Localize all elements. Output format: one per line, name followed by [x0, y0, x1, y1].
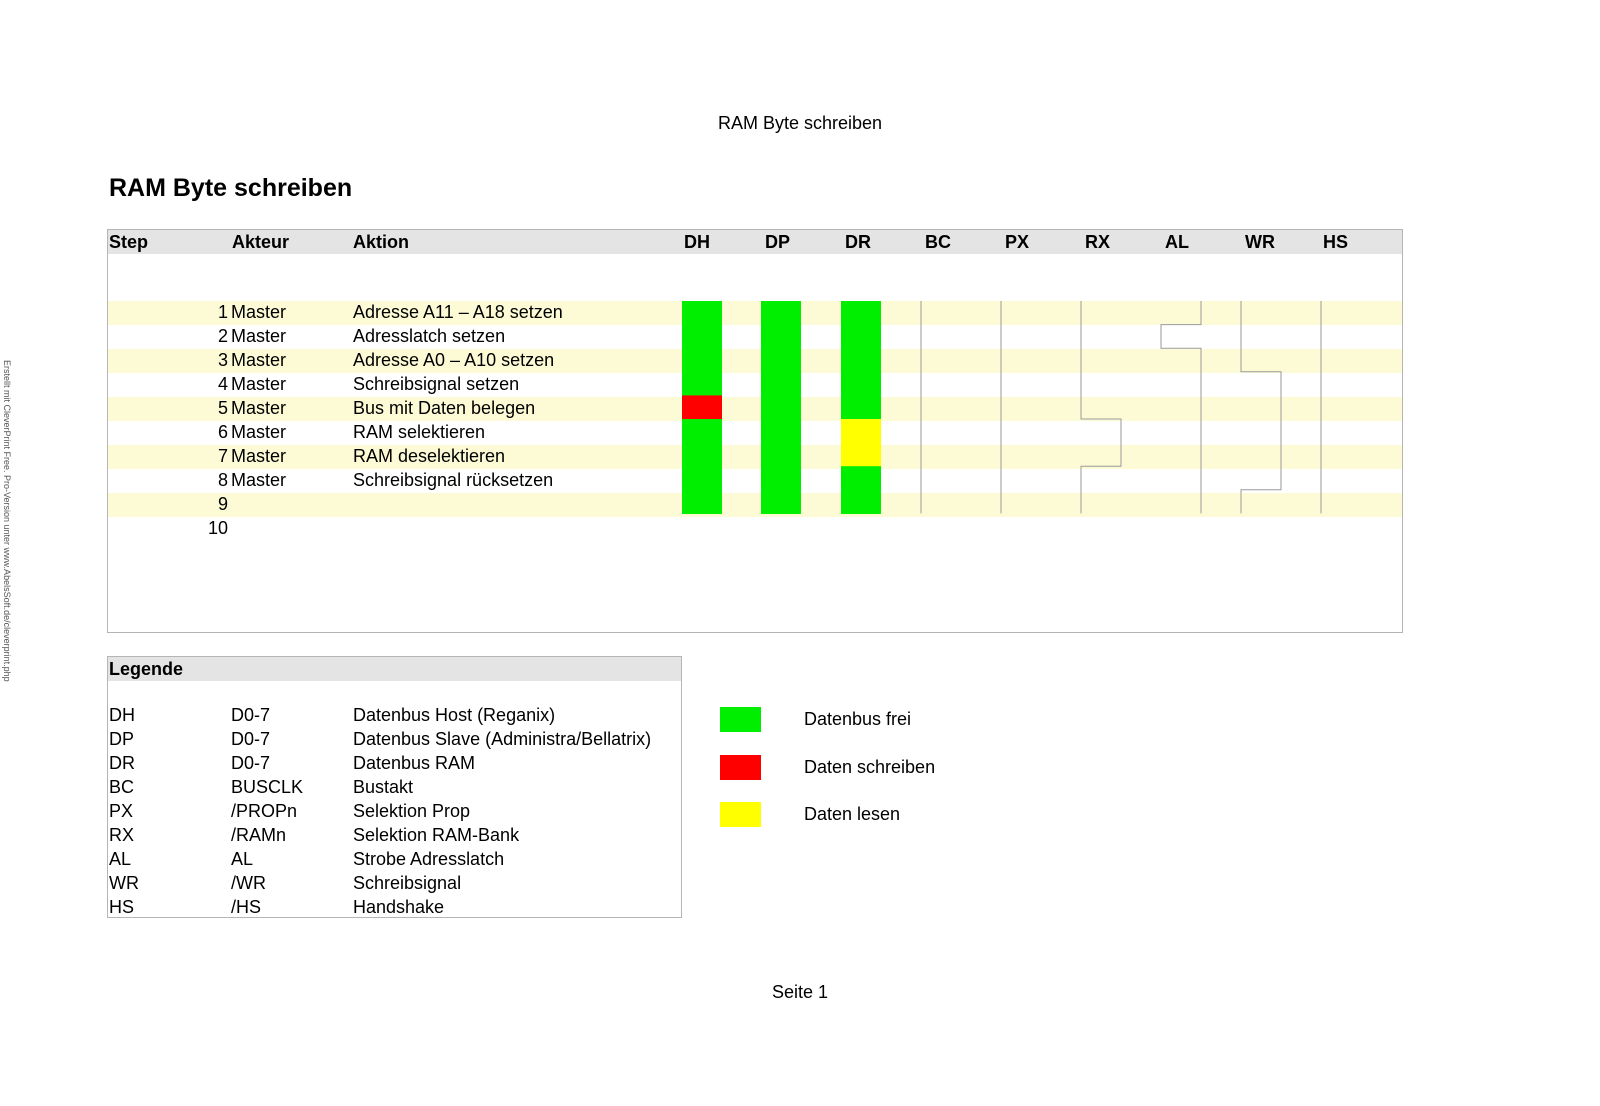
legend-signal: D0-7 — [231, 753, 271, 773]
bus-segment-dp — [761, 419, 801, 443]
row-step: 3 — [217, 350, 228, 370]
row-action: Adresslatch setzen — [353, 326, 506, 346]
row-action: RAM deselektieren — [353, 446, 506, 466]
legend-row — [108, 752, 681, 776]
bus-segment-dh — [682, 301, 722, 325]
bus-segment-dh — [682, 466, 722, 490]
legend-desc: Schreibsignal — [353, 873, 462, 893]
bus-segment-dr — [841, 443, 881, 467]
row-step: 10 — [207, 518, 228, 538]
legend-row — [108, 824, 681, 848]
bus-segment-dr — [841, 348, 881, 372]
row-actor: Master — [231, 422, 287, 442]
bus-segment-dr — [841, 301, 881, 325]
col-signal-px: PX — [1005, 232, 1030, 252]
bus-segment-dp — [761, 325, 801, 349]
legend-row — [108, 728, 681, 752]
swatch-label-schreiben: Daten schreiben — [804, 757, 936, 777]
legend-title: Legende — [109, 659, 184, 679]
bus-segment-dh — [682, 419, 722, 443]
row-action: Adresse A0 – A10 setzen — [353, 350, 555, 370]
legend-desc: Bustakt — [353, 777, 414, 797]
bus-segment-dh — [682, 372, 722, 396]
legend-signal: D0-7 — [231, 729, 271, 749]
swatch-label-frei: Datenbus frei — [804, 709, 912, 729]
document-title: RAM Byte schreiben — [109, 174, 353, 202]
bus-segment-dr — [841, 490, 881, 514]
legend-desc: Datenbus Slave (Administra/Bellatrix) — [353, 729, 652, 749]
row-action: RAM selektieren — [353, 422, 486, 442]
page-header: RAM Byte schreiben — [717, 113, 883, 133]
bus-segment-dp — [761, 301, 801, 325]
signal-line-al — [1161, 301, 1201, 513]
bus-segment-dh — [682, 348, 722, 372]
row-actor: Master — [231, 350, 287, 370]
legend-desc: Selektion Prop — [353, 801, 471, 821]
row-action: Bus mit Daten belegen — [353, 398, 536, 418]
col-action: Aktion — [353, 232, 409, 252]
col-actor: Akteur — [232, 232, 290, 252]
row-action: Schreibsignal rücksetzen — [353, 470, 554, 490]
side-note — [4, 360, 20, 730]
legend-desc: Datenbus RAM — [353, 753, 476, 773]
timing-diagram — [108, 230, 1402, 632]
row-step: 1 — [217, 302, 228, 322]
row-actor: Master — [231, 374, 287, 394]
row-step: 2 — [217, 326, 228, 346]
col-signal-bc: BC — [925, 232, 951, 252]
bus-segment-dp — [761, 490, 801, 514]
legend-desc: Handshake — [353, 897, 445, 917]
swatch-schreiben — [720, 755, 761, 780]
legend-abbr: RX — [109, 825, 135, 845]
legend-row — [108, 704, 681, 728]
bus-segment-dp — [761, 466, 801, 490]
legend-abbr: DH — [109, 705, 135, 725]
legend-abbr: DP — [109, 729, 135, 749]
swatch-frei — [720, 707, 761, 732]
legend-signal: /PROPn — [231, 801, 298, 821]
bus-segment-dr — [841, 372, 881, 396]
row-step: 5 — [217, 398, 228, 418]
timing-table — [107, 229, 1403, 633]
bus-segment-dh — [682, 395, 722, 419]
bus-segment-dh — [682, 443, 722, 467]
col-signal-hs: HS — [1323, 232, 1349, 252]
row-actor: Master — [231, 470, 287, 490]
bus-segment-dr — [841, 325, 881, 349]
col-signal-dp: DP — [765, 232, 791, 252]
bus-segment-dp — [761, 348, 801, 372]
row-step: 6 — [217, 422, 228, 442]
legend-desc: Strobe Adresslatch — [353, 849, 505, 869]
bus-segment-dp — [761, 372, 801, 396]
legend-abbr: HS — [109, 897, 135, 917]
row-action: Adresse A11 – A18 setzen — [353, 302, 563, 322]
bus-segment-dh — [682, 325, 722, 349]
legend-signal: /RAMn — [231, 825, 287, 845]
signal-line-wr — [1241, 301, 1281, 513]
page-footer: Seite 1 — [771, 982, 829, 1002]
row-step: 9 — [217, 494, 228, 514]
col-signal-rx: RX — [1085, 232, 1111, 252]
row-step: 8 — [217, 470, 228, 490]
row-actor: Master — [231, 398, 287, 418]
row-action: Schreibsignal setzen — [353, 374, 520, 394]
legend-abbr: WR — [109, 873, 139, 893]
bus-segment-dr — [841, 395, 881, 419]
legend-abbr: AL — [109, 849, 132, 869]
legend-abbr: BC — [109, 777, 135, 797]
bus-segment-dr — [841, 466, 881, 490]
legend-header — [108, 657, 681, 681]
legend-abbr: PX — [109, 801, 134, 821]
side-note-text: Erstellt mit CleverPrint Free. Pro-Version unter www.AbelsSoft.de/cleverprint.php — [2, 360, 12, 682]
col-signal-al: AL — [1165, 232, 1189, 252]
legend-signal: AL — [231, 849, 254, 869]
swatch-lesen — [720, 802, 761, 827]
legend-row — [108, 872, 681, 896]
legend-row — [108, 800, 681, 824]
signal-line-rx — [1081, 301, 1121, 513]
bus-segment-dr — [841, 419, 881, 443]
legend-signal: /WR — [231, 873, 266, 893]
bus-segment-dh — [682, 490, 722, 514]
legend-signal: /HS — [231, 897, 262, 917]
legend-row — [108, 896, 681, 920]
row-step: 7 — [217, 446, 228, 466]
legend-desc: Selektion RAM-Bank — [353, 825, 520, 845]
row-step: 4 — [217, 374, 228, 394]
col-step: Step — [109, 232, 149, 252]
bus-segment-dp — [761, 443, 801, 467]
legend-table — [107, 656, 682, 918]
row-actor: Master — [231, 326, 287, 346]
legend-desc: Datenbus Host (Reganix) — [353, 705, 556, 725]
row-actor: Master — [231, 302, 287, 322]
legend-signal: D0-7 — [231, 705, 271, 725]
bus-segment-dp — [761, 395, 801, 419]
row-actor: Master — [231, 446, 287, 466]
legend-row — [108, 776, 681, 800]
legend-signal: BUSCLK — [231, 777, 304, 797]
legend-abbr: DR — [109, 753, 135, 773]
col-signal-wr: WR — [1245, 232, 1275, 252]
legend-row — [108, 848, 681, 872]
col-signal-dh: DH — [684, 232, 710, 252]
col-signal-dr: DR — [845, 232, 871, 252]
swatch-label-lesen: Daten lesen — [804, 804, 901, 824]
